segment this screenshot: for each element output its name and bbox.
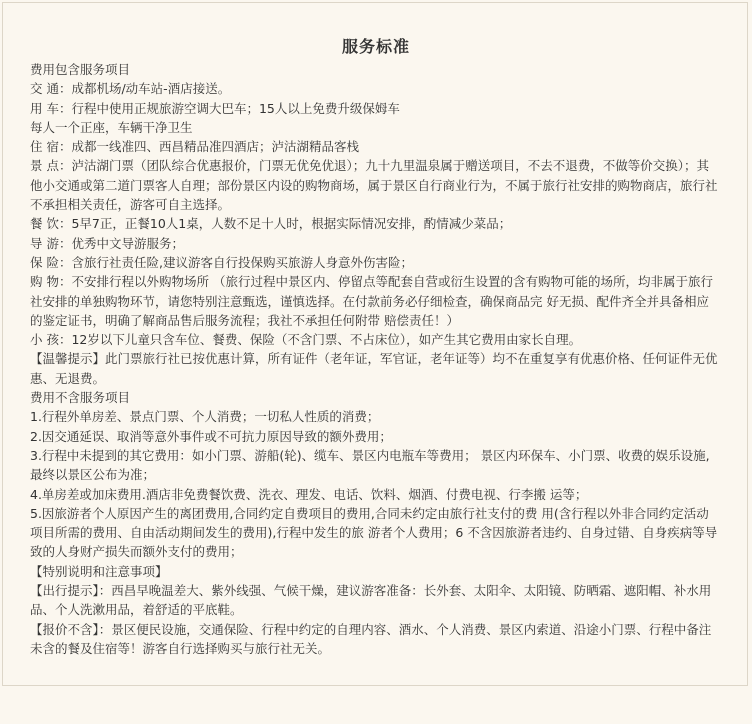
warm-tip: 【温馨提示】此门票旅行社已按优惠计算，所有证件（老年证，军官证，老年证等）均不在重复享有优惠价格、任何证件无优惠、无退费。 <box>30 351 718 386</box>
included-attractions: 景 点：泸沽湖门票（团队综合优惠报价，门票无优免优退）；九十九里温泉属于赠送项目，不去不退费，不做等价交换）；其他小交通或第二道门票客人自理；部份景区内设的购物商场，属于景区自行商业行为，不属于旅行社安排的购物商店，旅行社不承担相关责任，游客可自主选择。 <box>30 158 718 213</box>
excluded-item-3: 3.行程中未提到的其它费用：如小门票、游船(轮)、缆车、景区内电瓶车等费用； 景区内环保车、小门票、收费的娱乐设施,最终以景区公布为准； <box>30 447 710 483</box>
travel-tips: 【出行提示】：西昌早晚温差大、紫外线强、气候干燥，建议游客准备：长外套、太阳伞、太阳镜、防晒霜、遮阳帽、补水用品、个人洗漱用品，着舒适的平底鞋。 <box>30 583 712 618</box>
included-insurance: 保 险：含旅行社责任险,建议游客自行投保购买旅游人身意外伤害险； <box>30 254 413 270</box>
included-vehicle: 用 车：行程中使用正规旅游空调大巴车；15人以上免费升级保姆车 <box>30 100 400 116</box>
page-title: 服务标准 <box>341 37 410 56</box>
included-transport: 交 通：成都机场/动车站-酒店接送。 <box>30 81 231 97</box>
included-accommodation: 住 宿：成都一线准四、西昌精品准四酒店；泸沽湖精品客栈 <box>30 139 359 155</box>
included-children: 小 孩：12岁以下儿童只含车位、餐费、保险（不含门票、不占床位），如产生其它费用由家长自理。 <box>30 332 582 348</box>
included-shopping: 购 物：不安排行程以外购物场所 （旅行过程中景区内、停留点等配套自营或衍生设置的含有购物可能的场所，均非属于旅行 社安排的单独购物环节，请您特别注意甄选，谨慎选择。在付款前务必仔细检查，确保商品完 好无损、配件齐全并具备相应的鉴定证书，明确了解商品售后服务流程；我社不承担任何附带 赔偿责任！） <box>30 274 713 328</box>
excluded-item-4: 4.单房差或加床费用.酒店非免费餐饮费、洗衣、理发、电话、饮料、烟酒、付费电视、行李搬 运等； <box>30 486 588 502</box>
price-excludes: 【报价不含】：景区便民设施，交通保险、行程中约定的自理内容、酒水、个人消费、景区内索道、沿途小门票、行程中备注未含的餐及住宿等！游客自行选择购买与旅行社无关。 <box>30 621 712 656</box>
special-notes-heading: 【特别说明和注意事项】 <box>30 563 168 579</box>
excluded-item-2: 2.因交通延误、取消等意外事件或不可抗力原因导致的额外费用； <box>30 428 392 444</box>
service-standard-content <box>30 60 720 658</box>
included-guide: 导 游：优秀中文导游服务； <box>30 235 184 251</box>
section-included-heading: 费用包含服务项目 <box>30 62 131 77</box>
section-excluded-heading: 费用不含服务项目 <box>30 390 131 406</box>
excluded-item-5: 5.因旅游者个人原因产生的离团费用,合同约定自费项目的费用,合同未约定由旅行社支付的费 用(含行程以外非合同约定活动项目所需的费用、自由活动期间发生的费用),行程中发生的旅 游者个人费用；6 不含因旅游者违约、自身过错、自身疾病等导致的人身财产损失而额外支付的费用； <box>30 505 718 560</box>
excluded-item-1: 1.行程外单房差、景点门票、个人消费；一切私人性质的消费； <box>30 409 380 425</box>
included-meals: 餐 饮：5早7正，正餐10人1桌，人数不足十人时，根据实际情况安排，酌情减少菜品； <box>30 216 512 232</box>
included-seat: 每人一个正座，车辆干净卫生 <box>30 119 193 135</box>
